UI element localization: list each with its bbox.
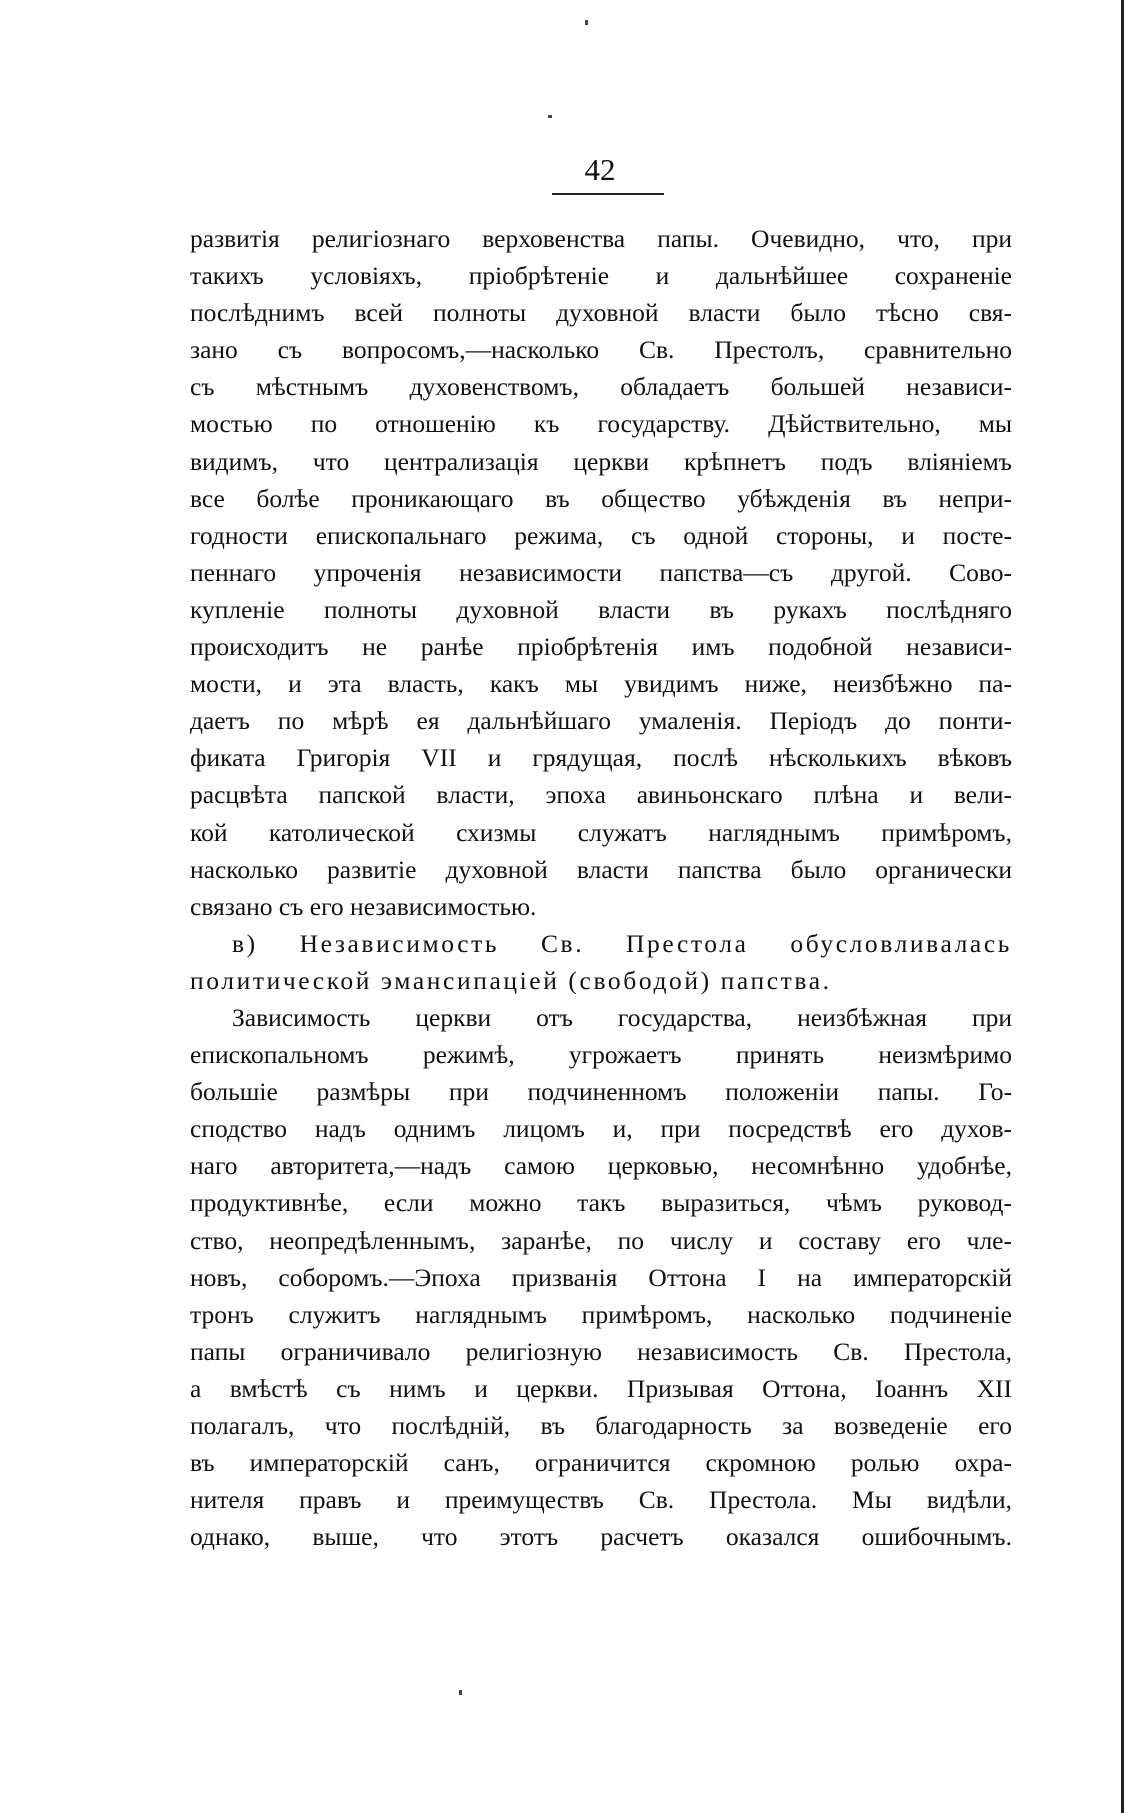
text-line: фиката Григорія VII и грядущая, послѣ нѣсколькихъ вѣковъ — [190, 743, 1012, 773]
section-heading-line: политической эмансипаціей (свободой) папства. — [190, 965, 832, 995]
body-text — [190, 220, 1012, 1555]
text-line: а вмѣстѣ съ нимъ и церкви. Призывая Оттона, Іоаннъ XII — [190, 1373, 1012, 1403]
text-line: ство, неопредѣленнымъ, заранѣе, по числу и составу его чле- — [190, 1225, 1012, 1255]
text-line: тронъ служитъ нагляднымъ примѣромъ, насколько подчиненіе — [190, 1299, 1012, 1329]
page-number: 42 — [584, 152, 616, 187]
text-line: послѣднимъ всей полноты духовной власти было тѣсно свя- — [190, 298, 1012, 328]
text-line: сподство надъ однимъ лицомъ и, при посредствѣ его духов- — [190, 1114, 1012, 1144]
text-line: даетъ по мѣрѣ ея дальнѣйшаго умаленія. Періодъ до понти- — [190, 706, 1012, 736]
text-line: все болѣе проникающаго въ общество убѣжденія въ непри- — [190, 483, 1012, 513]
text-line: купленіе полноты духовной власти въ рукахъ послѣдняго — [190, 594, 1012, 624]
text-line: большіе размѣры при подчиненномъ положеніи папы. Го- — [190, 1077, 1012, 1107]
text-line: развитія религіознаго верховенства папы. Очевидно, что, при — [190, 224, 1012, 253]
text-line: полагалъ, что послѣдній, въ благодарность за возведеніе его — [190, 1411, 1012, 1440]
text-line: продуктивнѣе, если можно такъ выразиться, чѣмъ руковод- — [190, 1188, 1012, 1218]
text-line: насколько развитіе духовной власти папства было органически — [190, 854, 1012, 884]
text-line: кой католической схизмы служатъ нагляднымъ примѣромъ, — [190, 817, 1012, 847]
text-line: новъ, соборомъ.—Эпоха призванія Оттона I на императорскій — [190, 1262, 1012, 1292]
text-line: съ мѣстнымъ духовенствомъ, обладаетъ большей независи- — [190, 372, 1012, 402]
scan-speck — [548, 115, 552, 118]
text-line: расцвѣта папской власти, эпоха авиньонскаго плѣна и вели- — [190, 780, 1012, 810]
section-heading-line: в) Независимость Св. Престола обусловливалась — [232, 928, 1012, 958]
text-line: епископальномъ режимѣ, угрожаетъ принять неизмѣримо — [190, 1040, 1012, 1070]
text-line: нителя правъ и преимуществъ Св. Престола. Мы видѣли, — [190, 1485, 1012, 1515]
text-line: мости, и эта власть, какъ мы увидимъ ниже, неизбѣжно па- — [190, 669, 1012, 699]
scan-edge-line — [1121, 0, 1124, 1813]
scan-speck — [459, 1690, 462, 1695]
text-line: пеннаго упроченія независимости папства—съ другой. Сово- — [190, 557, 1012, 587]
text-line: мостью по отношенію къ государству. Дѣйствительно, мы — [190, 409, 1012, 439]
text-line: однако, выше, что этотъ расчетъ оказался ошибочнымъ. — [190, 1522, 1012, 1552]
paragraph-end-line: связано съ его независимостью. — [190, 891, 537, 921]
page-number-rule — [552, 193, 664, 195]
text-line: такихъ условіяхъ, пріобрѣтеніе и дальнѣйшее сохраненіе — [190, 261, 1012, 291]
text-line: годности епископальнаго режима, съ одной стороны, и посте- — [190, 520, 1012, 550]
text-line: наго авторитета,—надъ самою церковью, несомнѣнно удобнѣе, — [190, 1151, 1012, 1181]
paragraph-start-line: Зависимость церкви отъ государства, неизбѣжная при — [232, 1002, 1012, 1032]
text-line: происходитъ не ранѣе пріобрѣтенія имъ подобной независи- — [190, 632, 1012, 662]
text-line: зано съ вопросомъ,—насколько Св. Престолъ, сравнительно — [190, 335, 1012, 365]
text-line: въ императорскій санъ, ограничится скромною ролью охра- — [190, 1448, 1012, 1478]
text-line: папы ограничивало религіозную независимость Св. Престола, — [190, 1336, 1012, 1366]
scan-speck — [585, 20, 588, 25]
text-line: видимъ, что централизація церкви крѣпнетъ подъ вліяніемъ — [190, 446, 1012, 476]
